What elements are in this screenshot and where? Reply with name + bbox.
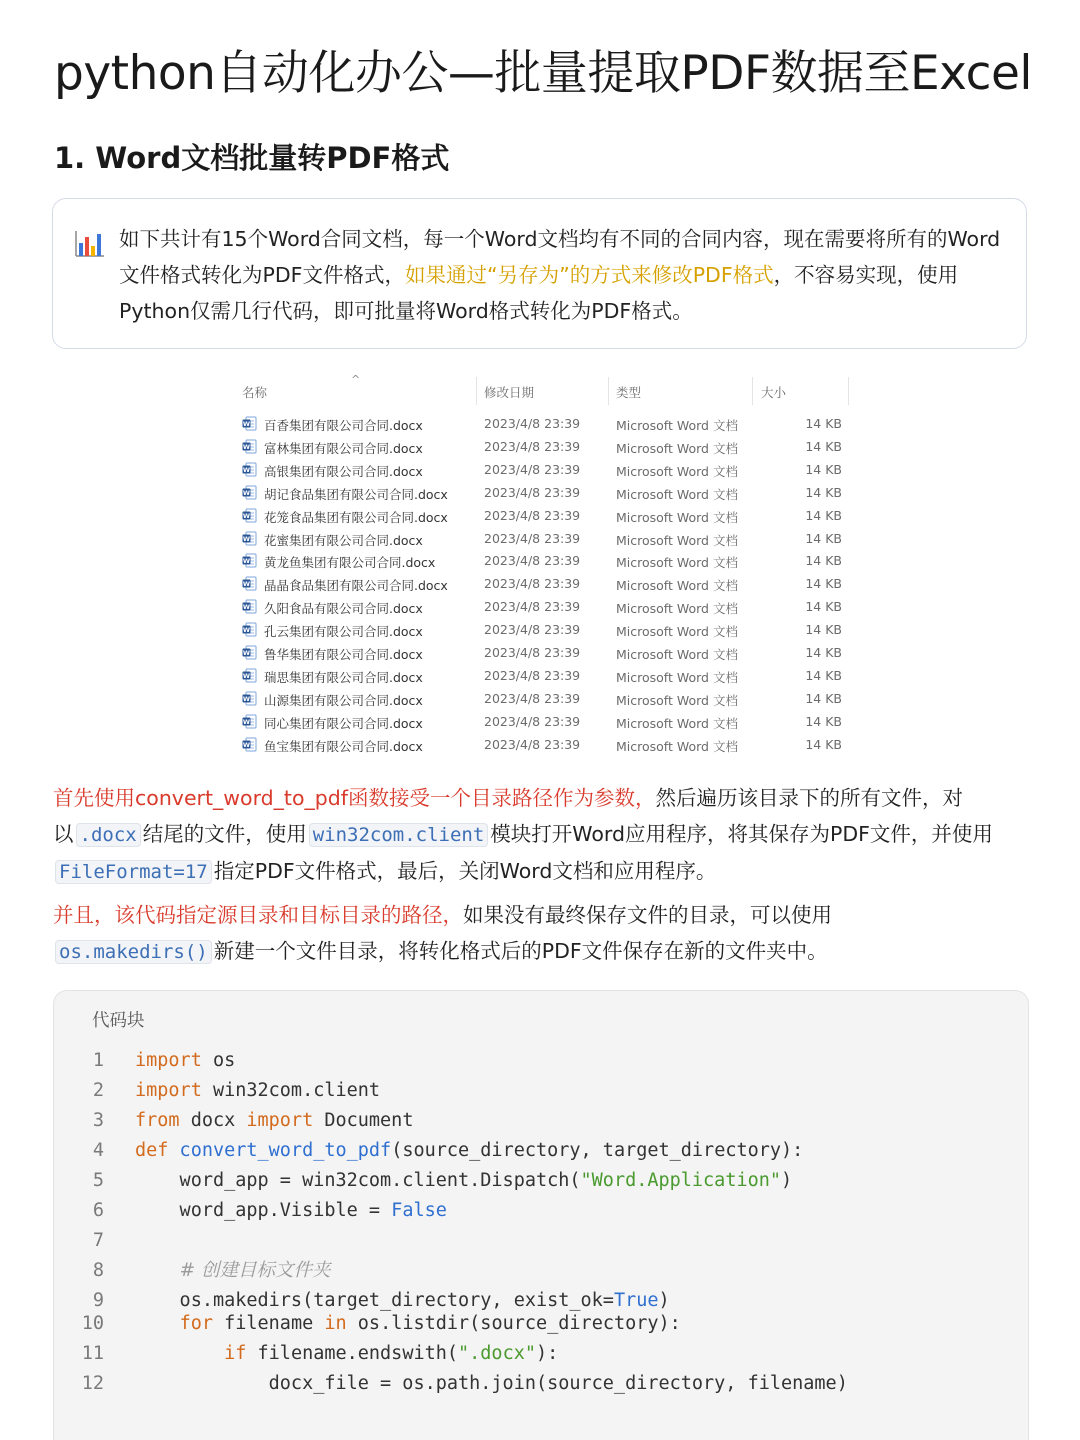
word-document-icon xyxy=(242,599,257,614)
file-explorer-screenshot xyxy=(236,373,852,758)
file-modified-date: 2023/4/8 23:39 xyxy=(484,461,581,477)
file-row[interactable] xyxy=(236,436,852,459)
file-modified-date: 2023/4/8 23:39 xyxy=(484,484,581,500)
file-modified-date: 2023/4/8 23:39 xyxy=(484,416,581,431)
page-title: python自动化办公—批量提取PDF数据至Excel xyxy=(54,46,1032,101)
code-line: 3 from docx import Document xyxy=(92,1110,414,1131)
file-size: 14 KB xyxy=(805,530,842,546)
file-modified-date: 2023/4/8 23:39 xyxy=(484,667,581,683)
file-type: Microsoft Word 文档 xyxy=(616,463,738,479)
svg-text:W: W xyxy=(242,626,251,635)
file-modified-date: 2023/4/8 23:39 xyxy=(484,530,581,546)
word-document-icon xyxy=(242,691,257,706)
word-document-icon xyxy=(242,737,257,752)
column-date-header[interactable]: 修改日期 xyxy=(484,385,535,400)
column-name-header[interactable]: 名称 xyxy=(242,385,268,400)
code-line: 11 if filename.endswith(".docx"): xyxy=(81,1343,559,1364)
file-type: Microsoft Word 文档 xyxy=(616,578,738,594)
code-line: 6 word_app.Visible = False xyxy=(92,1200,447,1221)
explorer-header xyxy=(236,373,852,409)
file-modified-date: 2023/4/8 23:39 xyxy=(484,507,581,523)
svg-text:W: W xyxy=(242,488,251,497)
code-line: 5 word_app = win32com.client.Dispatch("Word.Application") xyxy=(92,1170,793,1191)
file-size: 14 KB xyxy=(805,461,842,477)
file-name: 久阳食品有限公司合同.docx xyxy=(264,601,423,617)
word-document-icon xyxy=(242,645,257,660)
svg-text:W: W xyxy=(242,420,251,428)
column-size-header[interactable]: 大小 xyxy=(761,385,787,400)
code-line: 4 def convert_word_to_pdf(source_directory, target_directory): xyxy=(92,1140,804,1161)
code-block-label: 代码块 xyxy=(92,1011,145,1031)
file-size: 14 KB xyxy=(805,667,842,683)
file-row[interactable] xyxy=(236,642,852,665)
file-type: Microsoft Word 文档 xyxy=(616,624,738,640)
svg-text:W: W xyxy=(242,740,251,749)
code-line: 2 import win32com.client xyxy=(92,1080,381,1101)
code-line: 8 # 创建目标文件夹 xyxy=(92,1260,331,1281)
inline-code: win32com.client xyxy=(309,823,489,847)
callout-text: 如下共计有15个Word合同文档，每一个Word文档均有不同的合同内容，现在需要将所有的Word文件格式转化为PDF文件格式，如果通过“另存为”的方式来修改PDF格式，不容易实现，使用Python仅需几行代码，即可批量将Word格式转化为PDF格式。 xyxy=(119,227,1001,323)
file-modified-date: 2023/4/8 23:39 xyxy=(484,576,581,592)
word-document-icon xyxy=(242,462,257,477)
inline-code: .docx xyxy=(76,823,141,847)
file-modified-date: 2023/4/8 23:39 xyxy=(484,438,581,454)
file-name: 花笼食品集团有限公司合同.docx xyxy=(264,509,448,525)
file-name: 富林集团有限公司合同.docx xyxy=(264,440,423,456)
word-document-icon xyxy=(242,668,257,683)
file-row[interactable] xyxy=(236,711,852,734)
inline-code: os.makedirs() xyxy=(55,940,212,964)
svg-text:W: W xyxy=(242,557,251,566)
file-type: Microsoft Word 文档 xyxy=(616,486,738,502)
file-name: 百香集团有限公司合同.docx xyxy=(264,418,423,433)
file-type: Microsoft Word 文档 xyxy=(616,738,738,754)
file-size: 14 KB xyxy=(805,736,842,752)
svg-text:W: W xyxy=(242,671,251,680)
file-size: 14 KB xyxy=(805,576,842,592)
column-type-header[interactable]: 类型 xyxy=(616,385,642,400)
file-name: 同心集团有限公司合同.docx xyxy=(264,715,423,731)
file-size: 14 KB xyxy=(805,690,842,706)
svg-text:W: W xyxy=(242,717,251,726)
file-size: 14 KB xyxy=(805,645,842,660)
file-row[interactable] xyxy=(236,734,852,757)
word-document-icon xyxy=(242,714,257,729)
file-name: 高银集团有限公司合同.docx xyxy=(264,463,423,479)
file-type: Microsoft Word 文档 xyxy=(616,601,738,617)
file-size: 14 KB xyxy=(805,438,842,454)
file-size: 14 KB xyxy=(805,416,842,431)
file-type: Microsoft Word 文档 xyxy=(616,532,738,548)
paragraph-2: 并且，该代码指定源目录和目标目录的路径，如果没有最终保存文件的目录，可以使用 os.makedirs() 新建一个文件目录，将转化格式后的PDF文件保存在新的文件夹中。 xyxy=(53,903,832,963)
file-name: 胡记食品集团有限公司合同.docx xyxy=(264,486,448,502)
word-document-icon xyxy=(242,531,257,546)
file-row[interactable] xyxy=(236,596,852,619)
file-type: Microsoft Word 文档 xyxy=(616,440,738,456)
file-name: 黄龙鱼集团有限公司合同.docx xyxy=(264,555,436,571)
file-type: Microsoft Word 文档 xyxy=(616,715,738,731)
file-row[interactable] xyxy=(236,619,852,642)
file-row[interactable] xyxy=(236,688,852,711)
file-modified-date: 2023/4/8 23:39 xyxy=(484,690,581,706)
paragraph-1: 首先使用convert_word_to_pdf函数接受一个目录路径作为参数，然后遍历该目录下的所有文件，对以 .docx 结尾的文件，使用 win32com.client 模块打开Word应用程序，将其保存为PDF文件，并使用FileFormat=17 指定PDF文件格式，最后，关闭Word文档和应用程序。 xyxy=(53,786,993,883)
bar-chart-icon xyxy=(75,229,105,257)
file-size: 14 KB xyxy=(805,622,842,638)
file-row[interactable] xyxy=(236,413,852,436)
svg-text:W: W xyxy=(242,649,251,657)
file-type: Microsoft Word 文档 xyxy=(616,418,738,433)
file-modified-date: 2023/4/8 23:39 xyxy=(484,553,581,569)
svg-text:W: W xyxy=(242,694,251,703)
file-modified-date: 2023/4/8 23:39 xyxy=(484,622,581,638)
svg-text:W: W xyxy=(242,580,251,589)
file-name: 山源集团有限公司合同.docx xyxy=(264,692,423,708)
file-name: 瑞思集团有限公司合同.docx xyxy=(264,669,423,685)
svg-text:W: W xyxy=(242,603,251,612)
svg-text:W: W xyxy=(242,511,251,520)
column-divider xyxy=(476,377,477,405)
code-line: 7 xyxy=(92,1230,104,1251)
file-type: Microsoft Word 文档 xyxy=(616,647,738,662)
file-modified-date: 2023/4/8 23:39 xyxy=(484,645,581,660)
word-document-icon xyxy=(242,439,257,454)
file-modified-date: 2023/4/8 23:39 xyxy=(484,713,581,729)
code-block[interactable] xyxy=(53,990,1029,1440)
inline-code: FileFormat=17 xyxy=(55,860,212,884)
word-document-icon xyxy=(242,576,257,591)
file-size: 14 KB xyxy=(805,713,842,729)
svg-text:W: W xyxy=(242,442,251,451)
file-modified-date: 2023/4/8 23:39 xyxy=(484,599,581,615)
code-line: 1 import os xyxy=(92,1050,236,1071)
highlighted-text: 如果通过“另存为”的方式来修改PDF格式 xyxy=(404,263,774,287)
column-divider xyxy=(848,377,849,405)
file-name: 花蜜集团有限公司合同.docx xyxy=(264,532,423,548)
file-row[interactable] xyxy=(236,528,852,551)
svg-text:W: W xyxy=(242,465,251,474)
svg-text:W: W xyxy=(242,534,251,543)
info-callout xyxy=(52,198,1027,349)
file-modified-date: 2023/4/8 23:39 xyxy=(484,736,581,752)
section-heading: 1. Word文档批量转PDF格式 xyxy=(54,141,450,175)
word-document-icon xyxy=(242,553,257,568)
file-row[interactable] xyxy=(236,665,852,688)
file-type: Microsoft Word 文档 xyxy=(616,669,738,685)
file-name: 孔云集团有限公司合同.docx xyxy=(264,624,423,640)
word-document-icon xyxy=(242,622,257,637)
file-size: 14 KB xyxy=(805,484,842,500)
column-divider xyxy=(752,377,753,405)
file-name: 晶晶食品集团有限公司合同.docx xyxy=(264,578,448,594)
word-document-icon xyxy=(242,508,257,523)
file-row[interactable] xyxy=(236,505,852,528)
code-line: 10 for filename in os.listdir(source_directory): xyxy=(81,1313,681,1334)
code-line: 9 os.makedirs(target_directory, exist_ok=True) xyxy=(92,1290,670,1311)
file-row[interactable] xyxy=(236,482,852,505)
column-divider xyxy=(608,377,609,405)
file-type: Microsoft Word 文档 xyxy=(616,509,738,525)
file-row[interactable] xyxy=(236,550,852,573)
file-size: 14 KB xyxy=(805,507,842,523)
file-name: 鲁华集团有限公司合同.docx xyxy=(264,647,423,662)
file-size: 14 KB xyxy=(805,553,842,569)
file-name: 鱼宝集团有限公司合同.docx xyxy=(264,738,423,754)
sort-caret-icon: ^ xyxy=(351,373,361,386)
file-type: Microsoft Word 文档 xyxy=(616,692,738,708)
code-line: 12 docx_file = os.path.join(source_directory, filename) xyxy=(81,1373,848,1394)
word-document-icon xyxy=(242,485,257,500)
file-row[interactable] xyxy=(236,459,852,482)
file-row[interactable] xyxy=(236,573,852,596)
file-size: 14 KB xyxy=(805,599,842,615)
file-type: Microsoft Word 文档 xyxy=(616,555,738,571)
word-document-icon xyxy=(242,416,257,431)
